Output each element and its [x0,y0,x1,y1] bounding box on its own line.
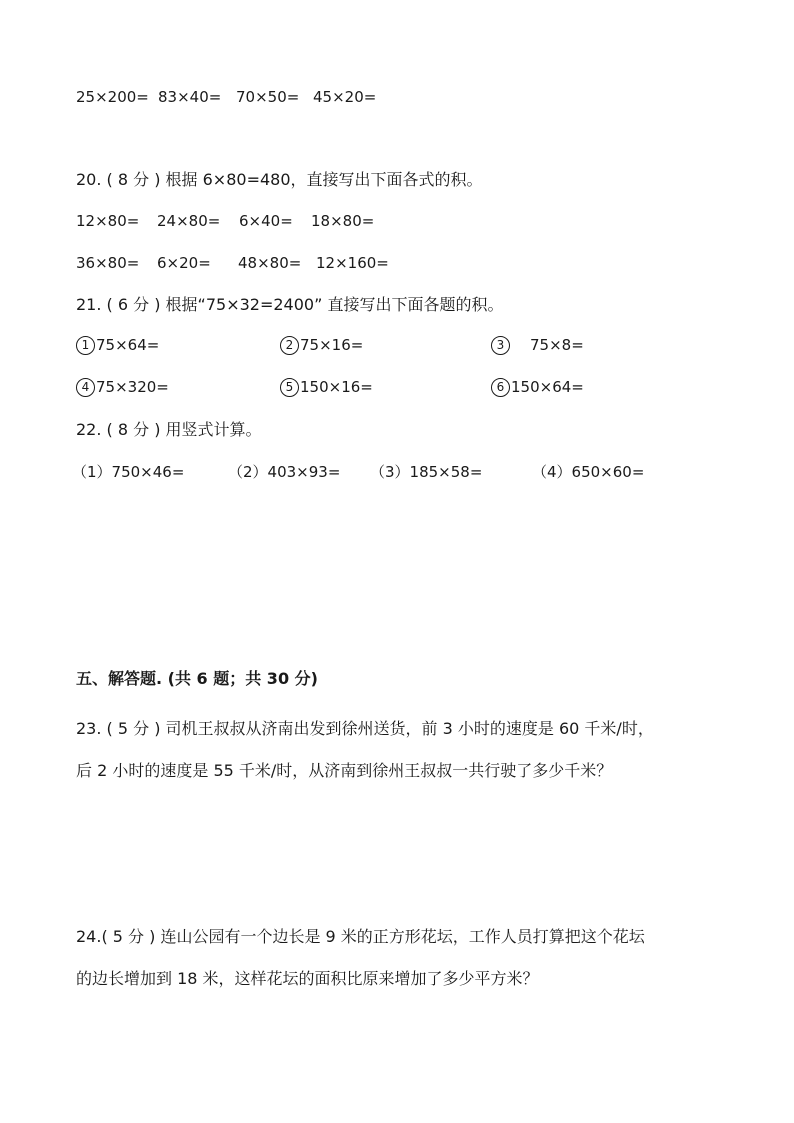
q22-item: （2）403×93= [228,463,341,481]
q21-expr: 75×16= [300,336,364,354]
circled-number: 2 [280,336,299,355]
q20-expr: 24×80= [157,212,221,230]
q20-expr: 12×160= [316,254,389,272]
q21-item [76,378,169,397]
circled-number: 3 [491,336,510,355]
q21-expr: 75×64= [96,336,160,354]
q20-expr: 6×40= [239,212,293,230]
q21-title: 21. ( 6 分 ) 根据“75×32=2400” 直接写出下面各题的积。 [76,295,504,314]
q21-item [491,336,584,355]
q20-expr: 36×80= [76,254,140,272]
circled-number: 4 [76,378,95,397]
q23-line-1: 23. ( 5 分 ) 司机王叔叔从济南出发到徐州送货，前 3 小时的速度是 60 千米/时， [76,719,654,738]
q24-line-1: 24.( 5 分 ) 连山公园有一个边长是 9 米的正方形花坛，工作人员打算把这个花坛 [76,927,645,946]
top-expr-4: 45×20= [313,88,377,106]
q22-item: （3）185×58= [370,463,483,481]
circled-number: 5 [280,378,299,397]
top-expr-3: 70×50= [236,88,300,106]
circled-number: 6 [491,378,510,397]
q24-line-2: 的边长增加到 18 米，这样花坛的面积比原来增加了多少平方米？ [76,969,539,988]
q21-expr: 150×64= [511,378,584,396]
top-expr-2: 83×40= [158,88,222,106]
section-heading: 五、解答题. (共 6 题；共 30 分) [76,669,318,688]
q21-item [491,378,584,397]
q20-title: 20. ( 8 分 ) 根据 6×80=480，直接写出下面各式的积。 [76,170,483,189]
q22-item: （4）650×60= [532,463,645,481]
q20-expr: 18×80= [311,212,375,230]
top-expr-1: 25×200= [76,88,149,106]
q21-expr: 150×16= [300,378,373,396]
q21-item [280,336,363,355]
q21-item [76,336,159,355]
circled-number: 1 [76,336,95,355]
q21-expr: 75×320= [96,378,169,396]
q20-expr: 6×20= [157,254,211,272]
q22-item: （1）750×46= [72,463,185,481]
q23-line-2: 后 2 小时的速度是 55 千米/时，从济南到徐州王叔叔一共行驶了多少千米？ [76,761,613,780]
q21-item [280,378,373,397]
q20-expr: 12×80= [76,212,140,230]
q21-expr: 75×8= [530,336,584,354]
q20-expr: 48×80= [238,254,302,272]
q22-title: 22. ( 8 分 ) 用竖式计算。 [76,420,262,439]
